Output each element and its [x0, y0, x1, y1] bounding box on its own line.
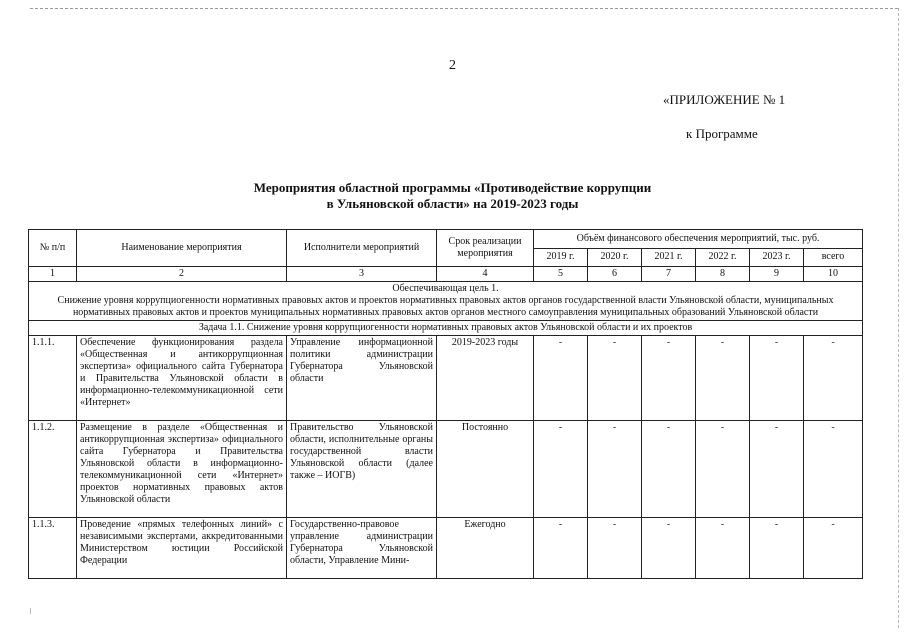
- goal-text: Снижение уровня коррупциогенности нормативных правовых актов и проектов нормативных правовых актов органов государственной власти Ульяновской области, муниципальных нормативных правовых актов и проектов муниципальных нормативных правовых актов органов местного самоуправления муниципальных образований Ульяновской области: [57, 295, 834, 318]
- finance-value: -: [804, 518, 863, 579]
- measure-executors: Управление информационной политики администрации Губернатора Ульяновской области: [287, 336, 437, 421]
- finance-value: -: [588, 421, 642, 518]
- header-name: Наименование мероприятия: [77, 230, 287, 267]
- header-finance: Объём финансового обеспечения мероприятий, тыс. руб.: [534, 230, 863, 249]
- header-term: Срок реализации мероприятия: [437, 230, 534, 267]
- finance-value: -: [696, 336, 750, 421]
- column-number: 10: [804, 267, 863, 282]
- document-title: [0, 180, 905, 212]
- column-numbers-row: [29, 267, 863, 282]
- header-year: 2021 г.: [642, 248, 696, 267]
- finance-value: -: [696, 421, 750, 518]
- measure-executors: Государственно-правовое управление администрации Губернатора Ульяновской области, Управление Мини-: [287, 518, 437, 579]
- document-title-line-1: Мероприятия областной программы «Противодействие коррупции: [253, 180, 652, 195]
- header-executors: Исполнители мероприятий: [287, 230, 437, 267]
- table-row: [29, 421, 863, 518]
- task-text: Задача 1.1. Снижение уровня коррупциогенности нормативных правовых актов Ульяновской области и их проектов: [29, 321, 863, 336]
- finance-value: -: [804, 336, 863, 421]
- scan-mark: [30, 608, 37, 614]
- column-number: 4: [437, 267, 534, 282]
- measure-term: 2019-2023 годы: [437, 336, 534, 421]
- finance-value: -: [642, 421, 696, 518]
- scan-edge-right: [898, 8, 899, 628]
- column-number: 2: [77, 267, 287, 282]
- column-number: 3: [287, 267, 437, 282]
- finance-value: -: [696, 518, 750, 579]
- finance-value: -: [534, 518, 588, 579]
- goal-label: Обеспечивающая цель 1.: [392, 283, 499, 294]
- task-row: [29, 321, 863, 336]
- measure-name: Размещение в разделе «Общественная и антикоррупционная экспертиза» официального сайта Губернатора и Правительства Ульяновской области в информационно-телекоммуникационной сети «Интернет» проектов нормативных правовых актов Ульяновской области: [77, 421, 287, 518]
- header-row-1: [29, 230, 863, 249]
- document-title-line-2: в Ульяновской области» на 2019-2023 годы: [326, 196, 579, 211]
- row-number: 1.1.2.: [29, 421, 77, 518]
- finance-value: -: [534, 421, 588, 518]
- column-number: 5: [534, 267, 588, 282]
- column-number: 8: [696, 267, 750, 282]
- finance-value: -: [804, 421, 863, 518]
- measure-term: Постоянно: [437, 421, 534, 518]
- finance-value: -: [750, 518, 804, 579]
- table-row: [29, 518, 863, 579]
- row-number: 1.1.1.: [29, 336, 77, 421]
- header-year: 2019 г.: [534, 248, 588, 267]
- finance-value: -: [588, 518, 642, 579]
- measure-term: Ежегодно: [437, 518, 534, 579]
- column-number: 6: [588, 267, 642, 282]
- measure-name: Обеспечение функционирования раздела «Общественная и антикоррупционная экспертиза» официального сайта Губернатора и Правительства Ульяновской области в информационно-телекоммуникационной сети «Интернет»: [77, 336, 287, 421]
- scan-edge-top: [30, 8, 898, 9]
- measures-table: [28, 229, 863, 579]
- column-number: 1: [29, 267, 77, 282]
- header-num: № п/п: [29, 230, 77, 267]
- table-row: [29, 336, 863, 421]
- finance-value: -: [642, 518, 696, 579]
- appendix-subtitle: к Программе: [686, 126, 758, 141]
- row-number: 1.1.3.: [29, 518, 77, 579]
- header-year: 2020 г.: [588, 248, 642, 267]
- goal-cell: [29, 282, 863, 321]
- appendix-title: «ПРИЛОЖЕНИЕ № 1: [663, 92, 786, 107]
- header-total: всего: [804, 248, 863, 267]
- column-number: 7: [642, 267, 696, 282]
- measure-executors: Правительство Ульяновской области, исполнительные органы государственной власти Ульяновской области (далее также – ИОГВ): [287, 421, 437, 518]
- header-year: 2023 г.: [750, 248, 804, 267]
- goal-row: [29, 282, 863, 321]
- finance-value: -: [750, 421, 804, 518]
- page-number: 2: [449, 58, 456, 73]
- column-number: 9: [750, 267, 804, 282]
- finance-value: -: [588, 336, 642, 421]
- finance-value: -: [750, 336, 804, 421]
- header-year: 2022 г.: [696, 248, 750, 267]
- finance-value: -: [642, 336, 696, 421]
- measure-name: Проведение «прямых телефонных линий» с независимыми экспертами, аккредитованными Министерством юстиции Российской Федерации: [77, 518, 287, 579]
- finance-value: -: [534, 336, 588, 421]
